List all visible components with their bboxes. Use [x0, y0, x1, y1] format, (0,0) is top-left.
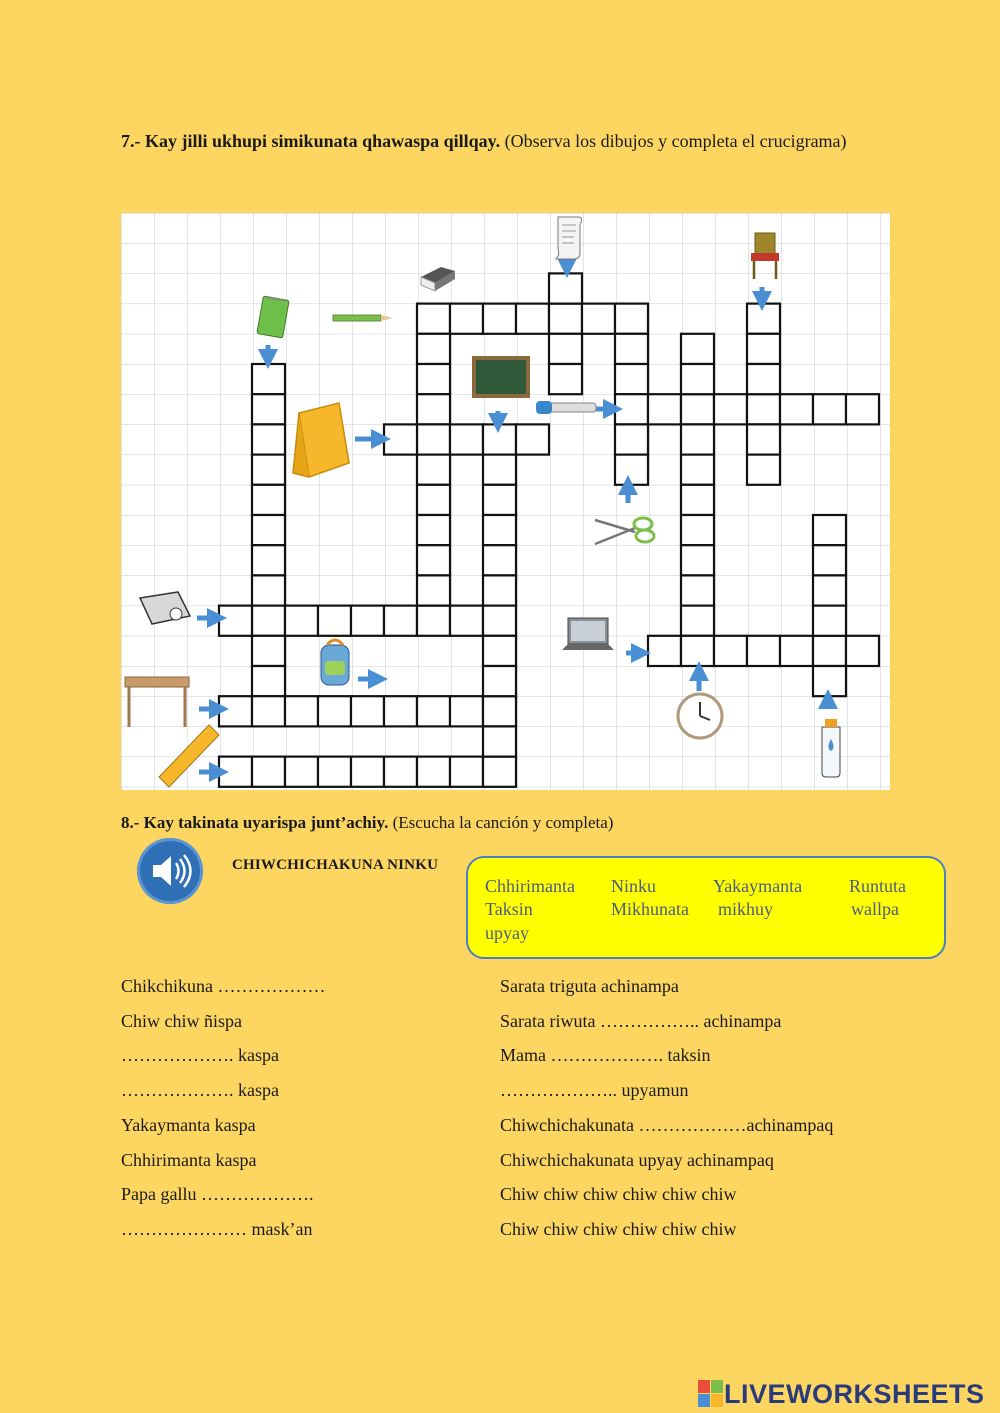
- word-bank-item: wallpa: [851, 899, 899, 919]
- crossword-cell[interactable]: [417, 575, 450, 605]
- crossword-cell[interactable]: [417, 515, 450, 545]
- crossword-puzzle: [121, 213, 890, 790]
- logo-text: LIVEWORKSHEETS: [724, 1378, 985, 1409]
- crossword-cell[interactable]: [648, 394, 681, 424]
- lyric-line: Chiwchichakunata upyay achinampaq: [500, 1150, 774, 1170]
- liveworksheets-logo: [698, 1379, 985, 1409]
- word-bank-item: upyay: [485, 923, 529, 943]
- crossword-cell[interactable]: [450, 696, 483, 726]
- crossword-cell[interactable]: [681, 424, 714, 454]
- crossword-cell[interactable]: [483, 757, 516, 787]
- crossword-cell[interactable]: [384, 757, 417, 787]
- crossword-cell[interactable]: [417, 757, 450, 787]
- audio-play-button[interactable]: [137, 838, 203, 904]
- q7-number: 7.-: [121, 131, 141, 151]
- crossword-cell[interactable]: [252, 606, 285, 636]
- crossword-cell[interactable]: [219, 606, 252, 636]
- crossword-cell[interactable]: [714, 394, 747, 424]
- q7-translation: (Observa los dibujos y completa el crucigrama): [504, 131, 847, 151]
- crossword-cell[interactable]: [681, 575, 714, 605]
- crossword-cell[interactable]: [384, 606, 417, 636]
- crossword-cell[interactable]: [351, 696, 384, 726]
- crossword-cell[interactable]: [285, 696, 318, 726]
- crossword-cell[interactable]: [813, 575, 846, 605]
- crossword-cell[interactable]: [351, 757, 384, 787]
- crossword-cell[interactable]: [252, 757, 285, 787]
- lyric-line: Sarata riwuta …………….. achinampa: [500, 1011, 782, 1031]
- glue-icon: [822, 719, 840, 777]
- crossword-cell[interactable]: [615, 364, 648, 394]
- lyric-line: Papa gallu ……………….: [121, 1184, 314, 1204]
- crossword-cell[interactable]: [747, 394, 780, 424]
- crossword-cell[interactable]: [483, 696, 516, 726]
- crossword-cell[interactable]: [615, 394, 648, 424]
- lyric-line: Chiw chiw chiw chiw chiw chiw: [500, 1219, 737, 1239]
- crossword-cell[interactable]: [384, 424, 417, 454]
- lyric-line: ………………. kaspa: [121, 1045, 279, 1065]
- crossword-cell[interactable]: [417, 545, 450, 575]
- chalkboard-icon: [472, 356, 530, 398]
- crossword-cell[interactable]: [681, 485, 714, 515]
- crossword-cell[interactable]: [318, 696, 351, 726]
- crossword-cell[interactable]: [747, 636, 780, 666]
- paper-icon: [556, 217, 582, 259]
- crossword-cell[interactable]: [450, 757, 483, 787]
- crossword-cell[interactable]: [219, 757, 252, 787]
- crossword-cell[interactable]: [780, 394, 813, 424]
- word-bank-item: mikhuy: [718, 899, 774, 919]
- lyric-line: ………………. kaspa: [121, 1080, 279, 1100]
- word-bank-item: Taksin: [485, 899, 533, 919]
- crossword-cell[interactable]: [252, 364, 285, 394]
- marker-icon: [536, 401, 596, 414]
- crossword-cell[interactable]: [681, 606, 714, 636]
- crossword-cell[interactable]: [648, 636, 681, 666]
- crossword-cell[interactable]: [219, 696, 252, 726]
- q8-translation: (Escucha la canción y completa): [392, 813, 614, 832]
- crossword-cell[interactable]: [417, 424, 450, 454]
- crossword-cell[interactable]: [747, 424, 780, 454]
- backpack-icon: [321, 640, 349, 685]
- q8-instruction: Kay takinata uyarispa junt’achiy.: [143, 813, 389, 832]
- crossword-cell[interactable]: [252, 515, 285, 545]
- crossword-cell[interactable]: [813, 515, 846, 545]
- crossword-cell[interactable]: [483, 606, 516, 636]
- crossword-cell[interactable]: [450, 304, 483, 334]
- crossword-cell[interactable]: [549, 334, 582, 364]
- song-title: CHIWCHICHAKUNA NINKU: [232, 857, 439, 873]
- crossword-cell[interactable]: [285, 757, 318, 787]
- crossword-cell[interactable]: [846, 636, 879, 666]
- crossword-cell[interactable]: [252, 424, 285, 454]
- crossword-cell[interactable]: [846, 394, 879, 424]
- word-bank: [466, 856, 946, 959]
- lyric-line: Yakaymanta kaspa: [121, 1115, 256, 1135]
- question-7: [121, 118, 878, 165]
- crossword-cell[interactable]: [747, 304, 780, 334]
- crossword-cell[interactable]: [450, 606, 483, 636]
- crossword-cell[interactable]: [252, 666, 285, 696]
- crossword-cell[interactable]: [813, 394, 846, 424]
- crossword-cell[interactable]: [252, 545, 285, 575]
- crossword-cell[interactable]: [483, 485, 516, 515]
- q8-number: 8.-: [121, 813, 140, 832]
- lyric-line: Chiw chiw chiw chiw chiw chiw: [500, 1184, 737, 1204]
- crossword-cell[interactable]: [417, 394, 450, 424]
- crossword-cell[interactable]: [450, 424, 483, 454]
- crossword-cell[interactable]: [252, 696, 285, 726]
- crossword-cell[interactable]: [483, 666, 516, 696]
- crossword-cell[interactable]: [483, 424, 516, 454]
- crossword-cell[interactable]: [681, 545, 714, 575]
- crossword-cell[interactable]: [351, 606, 384, 636]
- q7-instruction: Kay jilli ukhupi simikunata qhawaspa qillqay.: [145, 131, 501, 151]
- crossword-cell[interactable]: [681, 515, 714, 545]
- crossword-cell[interactable]: [681, 364, 714, 394]
- lyric-line: Chhirimanta kaspa: [121, 1150, 257, 1170]
- crossword-cell[interactable]: [483, 304, 516, 334]
- crossword-cell[interactable]: [516, 424, 549, 454]
- crossword-cell[interactable]: [417, 485, 450, 515]
- crossword-cell[interactable]: [417, 304, 450, 334]
- crossword-cell[interactable]: [813, 545, 846, 575]
- crossword-cell[interactable]: [549, 364, 582, 394]
- crossword-cell[interactable]: [417, 455, 450, 485]
- crossword-cell[interactable]: [483, 636, 516, 666]
- book-icon: [293, 403, 349, 477]
- lyric-line: ……………….. upyamun: [500, 1080, 689, 1100]
- word-bank-item: Mikhunata: [611, 899, 689, 919]
- crossword-cell[interactable]: [384, 696, 417, 726]
- lyric-line: ………………… mask’an: [121, 1219, 313, 1239]
- crossword-cell[interactable]: [615, 424, 648, 454]
- crossword-cell[interactable]: [549, 304, 582, 334]
- crossword-cell[interactable]: [483, 455, 516, 485]
- lyric-line: Chiw chiw ñispa: [121, 1011, 242, 1031]
- crossword-cell[interactable]: [813, 666, 846, 696]
- crossword-cell[interactable]: [582, 304, 615, 334]
- lyric-line: Chikchikuna ………………: [121, 976, 326, 996]
- crossword-cell[interactable]: [483, 575, 516, 605]
- crossword-cell[interactable]: [417, 606, 450, 636]
- crossword-cell[interactable]: [483, 515, 516, 545]
- crossword-cell[interactable]: [417, 334, 450, 364]
- crossword-cell[interactable]: [615, 304, 648, 334]
- laptop-icon: [562, 618, 614, 650]
- crossword-cell[interactable]: [417, 364, 450, 394]
- crossword-cell[interactable]: [681, 636, 714, 666]
- lyric-line: Chiwchichakunata ………………achinampaq: [500, 1115, 834, 1135]
- crossword-cell[interactable]: [780, 636, 813, 666]
- word-bank-item: Yakaymanta: [713, 876, 803, 896]
- word-bank-item: Ninku: [611, 876, 656, 896]
- crossword-cell[interactable]: [615, 334, 648, 364]
- crossword-cell[interactable]: [252, 636, 285, 666]
- crossword-cell[interactable]: [615, 455, 648, 485]
- crossword-cell[interactable]: [483, 726, 516, 756]
- crossword-cell[interactable]: [417, 696, 450, 726]
- crossword-cell[interactable]: [285, 606, 318, 636]
- logo-badge-icon: [698, 1380, 724, 1408]
- crossword-cell[interactable]: [747, 455, 780, 485]
- crossword-cell[interactable]: [252, 455, 285, 485]
- question-8: [121, 813, 613, 833]
- speaker-icon: [137, 838, 203, 904]
- crossword-cell[interactable]: [747, 334, 780, 364]
- crossword-cell[interactable]: [747, 364, 780, 394]
- crossword-cell[interactable]: [813, 606, 846, 636]
- crossword-cell[interactable]: [252, 485, 285, 515]
- crossword-cell[interactable]: [549, 273, 582, 303]
- crossword-cell[interactable]: [681, 455, 714, 485]
- word-bank-item: Chhirimanta: [485, 876, 575, 896]
- word-bank-item: Runtuta: [849, 876, 906, 896]
- lyric-line: Sarata triguta achinampa: [500, 976, 679, 996]
- crossword-cell[interactable]: [516, 304, 549, 334]
- pencil-icon: [333, 315, 393, 321]
- crossword-cell[interactable]: [681, 334, 714, 364]
- crossword-cell[interactable]: [252, 394, 285, 424]
- crossword-cell[interactable]: [318, 606, 351, 636]
- clock-icon: [678, 694, 722, 738]
- crossword-cell[interactable]: [252, 575, 285, 605]
- crossword-cell[interactable]: [681, 394, 714, 424]
- crossword-cell[interactable]: [318, 757, 351, 787]
- lyric-line: Mama ………………. taksin: [500, 1045, 711, 1065]
- crossword-cell[interactable]: [483, 545, 516, 575]
- crossword-cell[interactable]: [813, 636, 846, 666]
- crossword-cell[interactable]: [714, 636, 747, 666]
